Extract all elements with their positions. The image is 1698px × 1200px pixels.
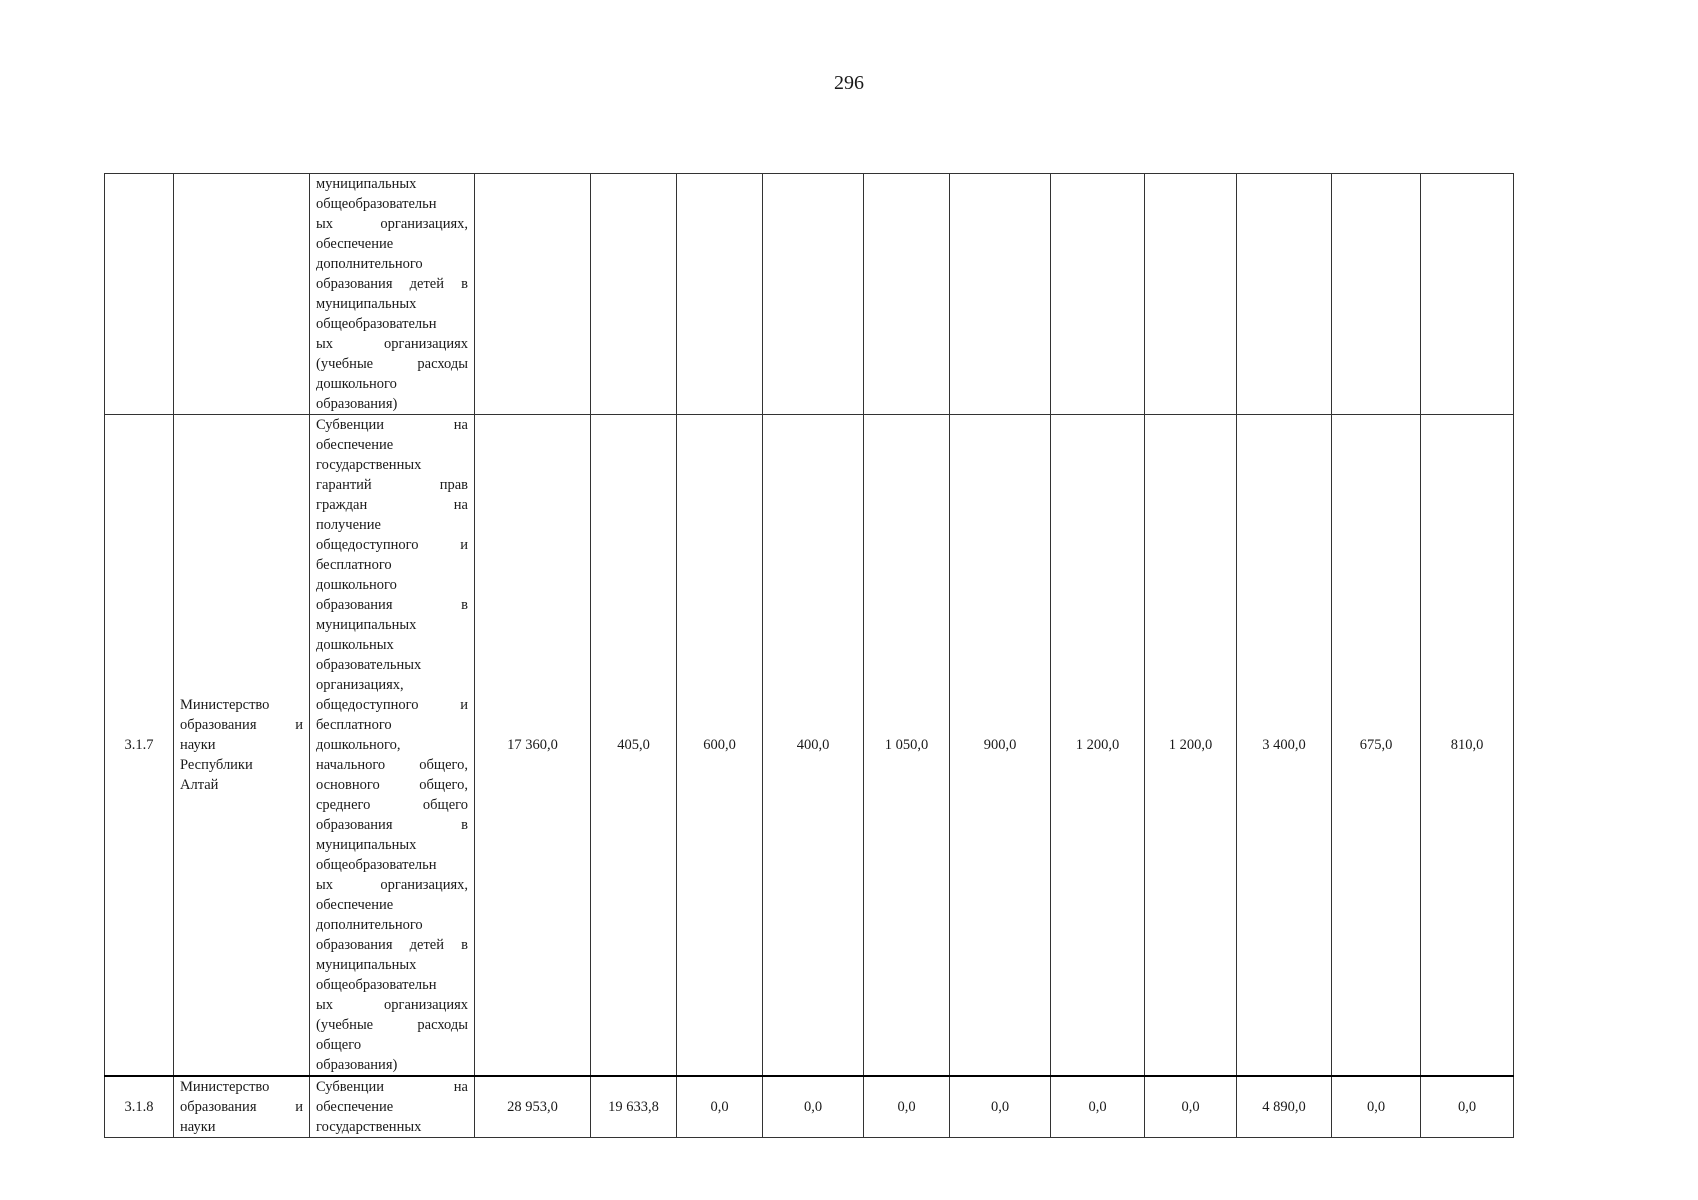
description-text-line: муниципальных [316,837,417,853]
amount-cell-5: 1 050,0 [864,415,950,1077]
org-text-line: Министерство [180,1079,270,1095]
description-text-line: дошкольного [316,376,397,392]
amount-cell-8: 1 200,0 [1145,415,1237,1077]
amount-cell-11: 810,0 [1421,415,1514,1077]
amount-cell-1 [475,174,591,415]
amount-cell-9: 3 400,0 [1237,415,1332,1077]
amount-cell-11: 0,0 [1421,1076,1514,1138]
description-text-line: общедоступного и [316,697,468,713]
org-text-line: Алтай [180,777,219,793]
expense-description-cell [310,1076,475,1138]
amount-cell-3 [677,174,763,415]
description-text-line: образования) [316,1057,398,1073]
description-text-line: получение [316,517,381,533]
description-text-line: ых организациях [316,336,468,352]
description-text-line: ых организациях, [316,216,468,232]
description-text-line: дошкольного, [316,737,401,753]
amount-cell-8 [1145,174,1237,415]
amount-cell-6: 0,0 [950,1076,1051,1138]
table-row [105,1076,1514,1138]
description-text-line: муниципальных [316,617,417,633]
amount-cell-1: 17 360,0 [475,415,591,1077]
expense-description-cell [310,174,475,415]
description-text-line: общеобразовательн [316,196,437,212]
description-text-line: государственных [316,1119,422,1135]
description-text-line: Субвенции на [316,417,468,433]
org-text-line: образования и [180,717,303,733]
row-code-cell: 3.1.7 [105,415,174,1077]
description-text-line: общеобразовательн [316,977,437,993]
budget-table [104,173,1514,1138]
amount-cell-10: 675,0 [1332,415,1421,1077]
responsible-org-cell [174,1076,310,1138]
amount-cell-8: 0,0 [1145,1076,1237,1138]
amount-cell-4: 0,0 [763,1076,864,1138]
amount-cell-6: 900,0 [950,415,1051,1077]
amount-cell-9 [1237,174,1332,415]
amount-cell-6 [950,174,1051,415]
org-text-line: науки [180,1119,216,1135]
amount-cell-3: 0,0 [677,1076,763,1138]
org-text-line: образования и [180,1099,303,1115]
amount-cell-7: 0,0 [1051,1076,1145,1138]
expense-description-cell [310,415,475,1077]
description-text-line: ых организациях, [316,877,468,893]
description-text-line: образования в [316,597,468,613]
description-text-line: образования детей в [316,937,468,953]
description-text-line: Субвенции на [316,1079,468,1095]
description-text-line: обеспечение [316,236,394,252]
amount-cell-2 [591,174,677,415]
description-text-line: общего [316,1037,362,1053]
description-text-line: дополнительного [316,917,423,933]
description-text-line: граждан на [316,497,468,513]
amount-cell-10 [1332,174,1421,415]
amount-cell-2: 405,0 [591,415,677,1077]
page-number: 296 [834,72,864,94]
description-text-line: государственных [316,457,422,473]
org-text-line: Министерство [180,697,270,713]
amount-cell-4 [763,174,864,415]
description-text-line: общеобразовательн [316,857,437,873]
description-text-line: (учебные расходы [316,356,468,372]
description-text-line: муниципальных [316,176,417,192]
description-text-line: муниципальных [316,957,417,973]
description-text-line: обеспечение [316,1099,394,1115]
responsible-org-cell [174,174,310,415]
amount-cell-9: 4 890,0 [1237,1076,1332,1138]
description-text-line: муниципальных [316,296,417,312]
description-text-line: бесплатного [316,557,392,573]
description-text-line: ых организациях [316,997,468,1013]
responsible-org-cell [174,415,310,1077]
description-text-line: обеспечение [316,897,394,913]
description-text-line: гарантий прав [316,477,468,493]
org-text-line: Республики [180,757,253,773]
description-text-line: начального общего, [316,757,468,773]
amount-cell-11 [1421,174,1514,415]
org-text-line: науки [180,737,216,753]
description-text-line: общедоступного и [316,537,468,553]
description-text-line: образовательных [316,657,422,673]
amount-cell-7 [1051,174,1145,415]
description-text-line: дошкольного [316,577,397,593]
description-text-line: организациях, [316,677,404,693]
description-text-line: образования детей в [316,276,468,292]
description-text-line: общеобразовательн [316,316,437,332]
description-text-line: основного общего, [316,777,468,793]
row-code-cell: 3.1.8 [105,1076,174,1138]
amount-cell-4: 400,0 [763,415,864,1077]
description-text-line: бесплатного [316,717,392,733]
description-text-line: дошкольных [316,637,394,653]
table-body [105,174,1514,1138]
amount-cell-3: 600,0 [677,415,763,1077]
description-text-line: дополнительного [316,256,423,272]
description-text-line: (учебные расходы [316,1017,468,1033]
description-text-line: образования в [316,817,468,833]
amount-cell-5: 0,0 [864,1076,950,1138]
amount-cell-5 [864,174,950,415]
amount-cell-1: 28 953,0 [475,1076,591,1138]
description-text-line: среднего общего [316,797,468,813]
amount-cell-10: 0,0 [1332,1076,1421,1138]
table-row [105,174,1514,415]
table-row [105,415,1514,1077]
amount-cell-7: 1 200,0 [1051,415,1145,1077]
description-text-line: образования) [316,396,398,412]
amount-cell-2: 19 633,8 [591,1076,677,1138]
row-code-cell [105,174,174,415]
description-text-line: обеспечение [316,437,394,453]
